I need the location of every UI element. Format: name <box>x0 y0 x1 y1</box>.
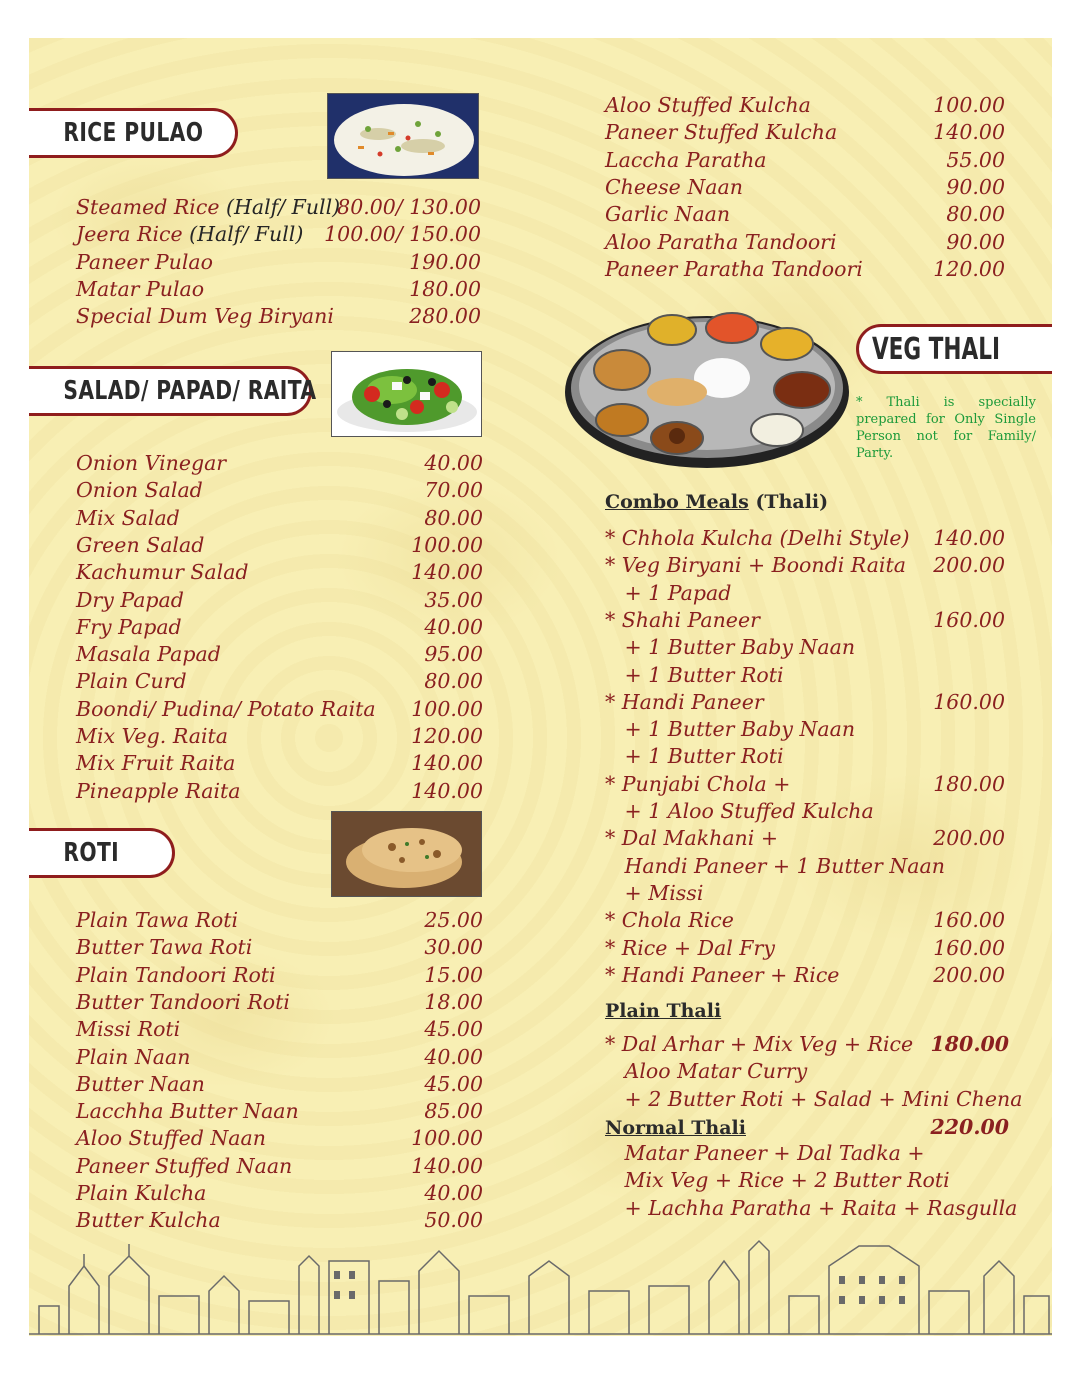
menu-item-name: Paneer Paratha Tandoori <box>605 256 863 281</box>
menu-item-row <box>76 779 483 806</box>
thali-line <box>605 553 1005 580</box>
menu-item-row <box>76 506 483 533</box>
rice-pulao-title: RICE PULAO <box>63 118 204 148</box>
thali-line-text: + 1 Papad <box>605 580 732 605</box>
menu-item-price: 55.00 <box>946 147 1005 172</box>
menu-item-row <box>605 230 1005 257</box>
thali-line <box>605 936 1005 963</box>
thali-line <box>605 690 1005 717</box>
menu-item-price: 40.00 <box>424 451 483 475</box>
thali-line-price: 160.00 <box>933 935 1005 960</box>
menu-item-name: Steamed Rice (Half/ Full) <box>76 195 341 219</box>
menu-item-row <box>76 451 483 478</box>
menu-item-name: Special Dum Veg Biryani <box>76 304 334 329</box>
menu-item-row <box>605 175 1005 202</box>
thali-line-text: + 1 Butter Baby Naan <box>605 635 856 660</box>
menu-item-name: Mix Fruit Raita <box>76 751 236 776</box>
menu-item-name: Plain Tandoori Roti <box>76 962 276 987</box>
thali-line-text: Aloo Matar Curry <box>605 1059 808 1084</box>
menu-item-price: 45.00 <box>424 1017 483 1042</box>
menu-item-row <box>76 615 483 642</box>
thali-line-price: 160.00 <box>933 908 1005 933</box>
thali-line <box>605 581 1005 608</box>
combo-meals-title: Combo Meals <box>605 491 749 513</box>
normal-thali-price-row <box>605 1115 1009 1142</box>
menu-item-price: 90.00 <box>946 174 1005 199</box>
menu-item-row <box>605 202 1005 229</box>
thali-line <box>605 881 1005 908</box>
menu-item-name: Cheese Naan <box>605 174 743 199</box>
normal-thali-price: 220.00 <box>930 1115 1009 1139</box>
menu-item-name: Mix Salad <box>76 505 180 530</box>
menu-item-row <box>76 751 483 778</box>
menu-item-name: Missi Roti <box>76 1017 181 1042</box>
menu-item-price: 100.00 <box>933 93 1005 117</box>
menu-item-row <box>76 533 483 560</box>
thali-line-text: + 2 Butter Roti + Salad + Mini Chena <box>605 1086 1023 1111</box>
menu-item-price: 120.00 <box>411 724 483 748</box>
menu-item-row <box>76 1154 483 1181</box>
menu-item-price: 95.00 <box>424 642 483 667</box>
thali-line-price: 160.00 <box>933 689 1005 714</box>
thali-line-text: * Dal Makhani + <box>605 826 779 851</box>
menu-item-row <box>76 1099 483 1126</box>
menu-page <box>29 38 1052 1336</box>
menu-item-name: Onion Vinegar <box>76 451 227 475</box>
thali-line-price: 200.00 <box>933 553 1005 578</box>
thali-line-price: 200.00 <box>933 826 1005 851</box>
menu-item-price: 80.00 <box>424 505 483 530</box>
thali-line-text: * Punjabi Chola + <box>605 771 791 796</box>
menu-item-price: 40.00 <box>424 614 483 639</box>
thali-line <box>605 608 1005 635</box>
menu-item-name: Dry Papad <box>76 587 184 612</box>
thali-line-text: + 1 Butter Baby Naan <box>605 717 856 742</box>
menu-item-name: Plain Naan <box>76 1044 191 1069</box>
menu-item-price: 18.00 <box>424 989 483 1014</box>
thali-line-text: * Shahi Paneer <box>605 607 760 632</box>
thali-line <box>605 1086 1023 1114</box>
menu-item-price: 140.00 <box>411 751 483 776</box>
menu-item-price: 140.00 <box>933 120 1005 145</box>
thali-line <box>605 908 1005 935</box>
rice-pulao-header <box>29 108 238 158</box>
thali-line <box>605 635 1005 662</box>
menu-item-name: Aloo Stuffed Naan <box>76 1126 266 1151</box>
menu-item-name: Plain Tawa Roti <box>76 908 239 932</box>
menu-item-row <box>76 195 481 222</box>
menu-item-row <box>76 642 483 669</box>
menu-item-row <box>76 588 483 615</box>
thali-line-price: 160.00 <box>933 607 1005 632</box>
menu-item-price: 280.00 <box>409 304 481 329</box>
menu-item-row <box>76 1208 483 1235</box>
menu-item-name: Paneer Stuffed Kulcha <box>605 120 838 145</box>
menu-item-name: Lacchha Butter Naan <box>76 1099 299 1124</box>
menu-item-row <box>76 304 481 331</box>
menu-item-price: 190.00 <box>409 249 481 274</box>
thali-line <box>605 772 1005 799</box>
menu-item-row <box>605 93 1005 120</box>
plain-thali-title: Plain Thali <box>605 1000 722 1022</box>
menu-item-name: Garlic Naan <box>605 202 731 227</box>
menu-item-row <box>605 120 1005 147</box>
menu-item-row <box>76 724 483 751</box>
menu-item-name: Green Salad <box>76 532 205 557</box>
menu-item-name: Pineapple Raita <box>76 778 241 803</box>
menu-item-price: 140.00 <box>411 560 483 585</box>
thali-line <box>605 663 1005 690</box>
thali-note: * Thali is specially prepared for Only Single Person not for Family/ Party. <box>856 395 1036 461</box>
menu-item-price: 30.00 <box>424 935 483 960</box>
menu-item-name: Butter Naan <box>76 1071 205 1096</box>
menu-item-price: 80.00/ 130.00 <box>337 195 481 219</box>
menu-item-row <box>76 1017 483 1044</box>
menu-item-price: 100.00 <box>411 532 483 557</box>
menu-item-name: Matar Pulao <box>76 276 205 301</box>
menu-item-row <box>76 250 481 277</box>
thali-line-price: 200.00 <box>933 962 1005 987</box>
thali-line-text: + 1 Butter Roti <box>605 744 784 769</box>
thali-line-price: 140.00 <box>933 526 1005 550</box>
menu-item-price: 45.00 <box>424 1071 483 1096</box>
menu-item-portion: (Half/ Full) <box>219 195 341 219</box>
menu-item-row <box>76 1045 483 1072</box>
menu-item-price: 15.00 <box>424 962 483 987</box>
menu-item-row <box>76 963 483 990</box>
menu-item-price: 100.00 <box>411 1126 483 1151</box>
menu-item-price: 50.00 <box>424 1208 483 1233</box>
salad-header <box>29 366 317 416</box>
menu-item-row <box>76 697 483 724</box>
combo-meals-suffix: (Thali) <box>748 491 829 513</box>
menu-item-row <box>76 1181 483 1208</box>
thali-line <box>605 799 1005 826</box>
thali-line <box>605 526 1005 553</box>
menu-item-price: 90.00 <box>946 229 1005 254</box>
salad-photo <box>331 351 482 437</box>
thali-line <box>605 963 1005 990</box>
thali-line-text: * Rice + Dal Fry <box>605 935 775 960</box>
thali-line-text: Handi Paneer + 1 Butter Naan <box>605 853 945 878</box>
thali-line <box>605 744 1005 771</box>
veg-thali-header <box>856 324 1052 374</box>
thali-line-text: + 1 Aloo Stuffed Kulcha <box>605 799 874 823</box>
veg-thali-title: VEG THALI <box>871 331 1001 367</box>
menu-item-name: Aloo Paratha Tandoori <box>605 229 837 254</box>
menu-item-row <box>76 908 483 935</box>
thali-photo <box>562 300 852 470</box>
menu-item-name: Jeera Rice (Half/ Full) <box>76 222 304 247</box>
normal-thali-title: Normal Thali <box>605 1117 746 1139</box>
menu-item-price: 180.00 <box>409 276 481 301</box>
menu-item-name: Butter Kulcha <box>76 1208 221 1233</box>
menu-item-row <box>76 478 483 505</box>
menu-item-name: Butter Tandoori Roti <box>76 989 290 1014</box>
menu-item-name: Fry Papad <box>76 614 182 639</box>
thali-line <box>605 1032 1009 1059</box>
menu-item-row <box>76 669 483 696</box>
menu-item-row <box>605 257 1005 284</box>
thali-line-text: + 1 Butter Roti <box>605 662 784 687</box>
menu-item-price: 40.00 <box>424 1044 483 1069</box>
thali-line-text: * Chhola Kulcha (Delhi Style) <box>605 526 910 550</box>
menu-item-price: 140.00 <box>411 1153 483 1178</box>
menu-item-name: Plain Curd <box>76 669 187 694</box>
menu-item-row <box>76 1072 483 1099</box>
thali-line <box>605 717 1005 744</box>
menu-item-price: 140.00 <box>411 778 483 803</box>
menu-item-price: 100.00/ 150.00 <box>324 222 481 247</box>
menu-item-name: Laccha Paratha <box>605 147 767 172</box>
thali-line-text: * Dal Arhar + Mix Veg + Rice <box>605 1032 914 1056</box>
thali-line <box>605 1168 1009 1195</box>
menu-item-portion: (Half/ Full) <box>182 222 304 247</box>
thali-line <box>605 1141 1009 1168</box>
menu-item-price: 85.00 <box>424 1099 483 1124</box>
menu-item-name: Masala Papad <box>76 642 221 667</box>
menu-item-name: Onion Salad <box>76 478 203 503</box>
menu-item-name: Butter Tawa Roti <box>76 935 253 960</box>
menu-item-price: 25.00 <box>424 908 483 932</box>
thali-line <box>605 1195 1018 1223</box>
menu-item-name: Paneer Pulao <box>76 249 213 274</box>
menu-item-row <box>76 1126 483 1153</box>
plain-thali-heading <box>605 1000 721 1022</box>
thali-line-text: * Chola Rice <box>605 908 734 933</box>
menu-item-name: Mix Veg. Raita <box>76 724 228 748</box>
menu-item-row <box>605 148 1005 175</box>
roti-title: ROTI <box>63 838 120 868</box>
menu-item-name: Kachumur Salad <box>76 560 249 585</box>
thali-line <box>605 1059 1009 1086</box>
menu-item-price: 35.00 <box>424 587 483 612</box>
thali-line-text: + Lachha Paratha + Raita + Rasgulla <box>605 1195 1018 1220</box>
thali-line-text: + Missi <box>605 880 704 905</box>
menu-item-row <box>76 277 481 304</box>
menu-item-row <box>76 222 481 249</box>
menu-item-name: Boondi/ Pudina/ Potato Raita <box>76 696 376 721</box>
menu-item-row <box>76 935 483 962</box>
thali-line-price: 180.00 <box>930 1032 1009 1056</box>
menu-item-row <box>76 560 483 587</box>
city-skyline-illustration <box>29 1236 1052 1336</box>
menu-item-price: 40.00 <box>424 1181 483 1205</box>
thali-line-text: * Handi Paneer <box>605 689 764 714</box>
menu-item-row <box>76 990 483 1017</box>
menu-item-price: 100.00 <box>411 696 483 721</box>
roti-header <box>29 828 175 878</box>
menu-item-name: Plain Kulcha <box>76 1181 207 1205</box>
thali-line-text: Matar Paneer + Dal Tadka + <box>605 1141 925 1165</box>
combo-meals-heading <box>605 491 828 513</box>
menu-item-price: 120.00 <box>933 256 1005 281</box>
menu-item-name: Aloo Stuffed Kulcha <box>605 93 811 117</box>
thali-line-text: * Handi Paneer + Rice <box>605 962 840 987</box>
menu-item-price: 70.00 <box>424 478 483 503</box>
thali-line <box>605 854 1005 881</box>
thali-line-price: 180.00 <box>933 771 1005 796</box>
salad-title: SALAD/ PAPAD/ RAITA <box>63 376 317 406</box>
thali-line-text: Mix Veg + Rice + 2 Butter Roti <box>605 1168 950 1193</box>
menu-item-price: 80.00 <box>946 202 1005 227</box>
thali-line <box>605 826 1005 853</box>
menu-item-price: 80.00 <box>424 669 483 694</box>
menu-item-name: Paneer Stuffed Naan <box>76 1153 293 1178</box>
roti-photo <box>331 811 482 897</box>
rice-pulao-photo <box>327 93 479 179</box>
thali-line-text: * Veg Biryani + Boondi Raita <box>605 553 906 578</box>
